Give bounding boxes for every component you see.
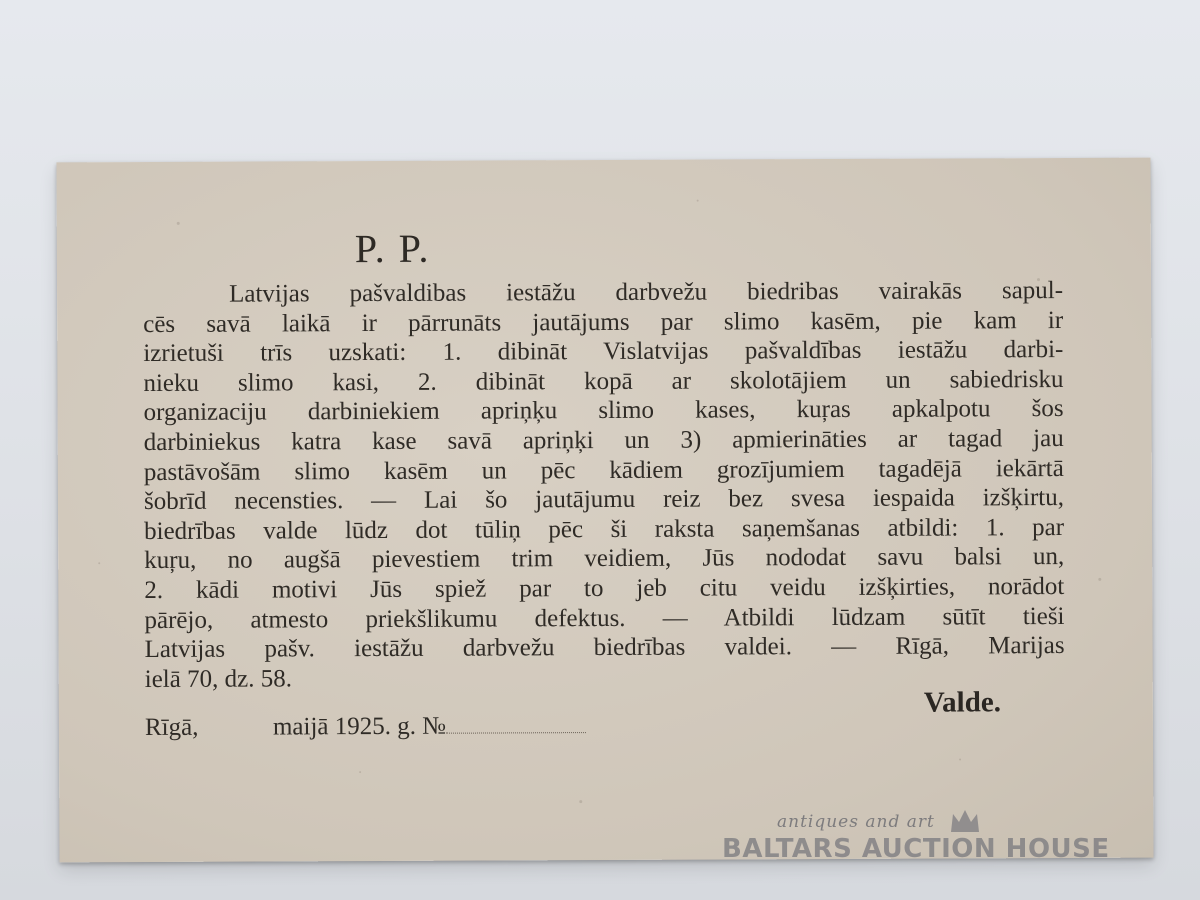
body-line: Latvijas pašvaldibas iestāžu darbvežu biedribas vairakās sapul- [228,276,1064,308]
body-line: kuŗu, no augšā pievestiem trim veidiem, Jūs nododat savu balsi un, [144,543,1065,575]
body-line: Latvijas pašv. iestāžu darbvežu biedrības valdei. — Rīgā, Marijas [144,632,1065,664]
body-line: nieku slimo kasi, 2. dibināt kopā ar skolotājiem un sabiedrisku [143,365,1064,397]
footer-number-label: № [422,712,447,740]
body-line: pārējo, atmesto priekšlikumu defektus. — Atbildi lūdzam sūtīt tieši [144,602,1065,634]
footer-place: Rīgā, [144,713,199,742]
crown-icon [948,806,982,836]
body-line: ielā 70, dz. 58. [144,665,292,693]
watermark-name: BALTARS AUCTION HOUSE [722,834,1110,864]
footer-line [145,712,586,742]
signature: Valde. [923,686,1002,719]
document-body [143,276,1065,694]
body-line: darbiniekus katra kase savā apriņķi un 3) apmierināties ar tagad jau [143,424,1064,456]
document-title: P. P. [354,225,431,272]
body-line: 2. kādi motivi Jūs spiež par to jeb citu veidu izšķirties, norādot [144,572,1065,604]
body-line: cēs savā laikā ir pārrunāts jautājums par slimo kasēm, pie kam ir [143,306,1064,338]
postcard [56,158,1153,863]
footer-number-blank [446,714,586,734]
body-line: izrietuši trīs uzskati: 1. dibināt Vislatvijas pašvaldības iestāžu darbi- [143,336,1064,368]
footer-date: maijā 1925. g. [272,712,417,741]
watermark-tagline: antiques and art [777,812,935,832]
watermark [722,806,1122,876]
body-line: pastāvošām slimo kasēm un pēc kādiem grozījumiem tagadējā iekārtā [143,454,1064,486]
body-line: organizaciju darbiniekiem apriņķu slimo kases, kuŗas apkalpotu šos [143,395,1064,427]
body-line: šobrīd necensties. — Lai šo jautājumu reiz bez svesa iespaida izšķirtu, [143,484,1065,516]
body-line: biedrības valde lūdz dot tūliņ pēc ši raksta saņemšanas atbildi: 1. par [144,513,1065,545]
